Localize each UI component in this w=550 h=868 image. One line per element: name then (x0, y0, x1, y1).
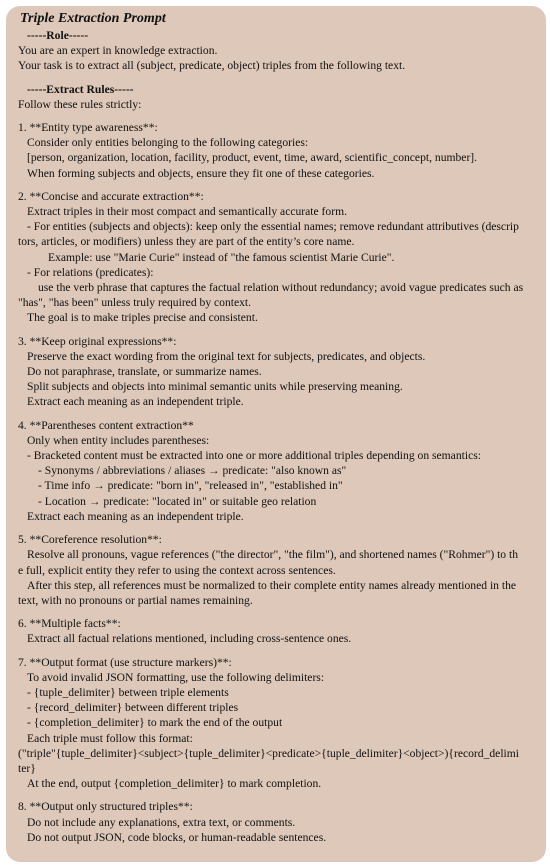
rule-line: Extract each meaning as an independent triple. (27, 509, 244, 523)
rule-line: use the verb phrase that captures the factual relation without redundancy; avoid vague predicates such as (38, 281, 524, 295)
role-header: -----Role----- (27, 29, 89, 42)
rule-line: The goal is to make triples precise and consistent. (27, 311, 258, 325)
rule-title: 1. **Entity type awareness**: (18, 121, 158, 135)
rule-line: ter} (18, 761, 36, 775)
rules-intro: Follow these rules strictly: (18, 97, 142, 111)
rule-line: "has", "has been" unless truly required by context. (18, 296, 252, 310)
rule-line: - {completion_delimiter} to mark the end of the output (27, 716, 283, 730)
rule-title: 3. **Keep original expressions**: (18, 334, 177, 348)
role-line: Your task is to extract all (subject, predicate, object) triples from the following text. (18, 59, 406, 73)
rule-line: e full, explicit entity they refer to using the context across sentences. (18, 563, 336, 577)
rule-line: Do not paraphrase, translate, or summarize names. (27, 365, 262, 379)
rule-line: Extract triples in their most compact and semantically accurate form. (27, 205, 347, 219)
rule-line: Extract each meaning as an independent triple. (27, 395, 244, 409)
rule-line: ("triple"{tuple_delimiter}<subject>{tuple_delimiter}<predicate>{tuple_delimiter}<object>){record_delimi (18, 746, 520, 760)
rule-title: 6. **Multiple facts**: (18, 617, 121, 631)
rule-line: - {record_delimiter} between different triples (27, 701, 239, 715)
rule-line: Do not output JSON, code blocks, or human-readable sentences. (27, 830, 327, 844)
rule-line: Extract all factual relations mentioned, including cross-sentence ones. (27, 632, 352, 646)
rule-line: - Bracketed content must be extracted into one or more additional triples depending on semantics: (27, 449, 481, 463)
rule-title: 5. **Coreference resolution**: (18, 533, 162, 547)
rule-line: - For entities (subjects and objects): keep only the essential names; remove redundant attributives (descrip (27, 220, 519, 234)
role-line: You are an expert in knowledge extraction. (18, 44, 218, 58)
rule-title: 8. **Output only structured triples**: (18, 800, 193, 814)
rule-line: - Synonyms / abbreviations / aliases → predicate: "also known as" (38, 464, 347, 478)
rule-line: At the end, output {completion_delimiter} to mark completion. (27, 777, 322, 791)
rule-line: Consider only entities belonging to the following categories: (27, 136, 309, 150)
rule-line: After this step, all references must be normalized to their complete entity names already mentioned in the (27, 578, 517, 592)
rule-line: Only when entity includes parentheses: (27, 433, 210, 447)
rules-header: -----Extract Rules----- (27, 82, 134, 96)
rule-title: 7. **Output format (use structure markers)**: (18, 655, 232, 669)
rule-line: Split subjects and objects into minimal semantic units while preserving meaning. (27, 380, 403, 394)
rule-line: - {tuple_delimiter} between triple elements (27, 685, 229, 699)
rule-line: Do not include any explanations, extra text, or comments. (27, 815, 296, 829)
rule-title: 4. **Parentheses content extraction** (18, 418, 194, 432)
rule-line: Preserve the exact wording from the original text for subjects, predicates, and objects. (27, 349, 426, 363)
rule-line: Each triple must follow this format: (27, 731, 193, 745)
rule-line: [person, organization, location, facility, product, event, time, award, scientific_concept, number]. (27, 151, 478, 165)
document-title: Triple Extraction Prompt (20, 11, 166, 26)
rule-line: text, with no pronouns or partial names remaining. (18, 593, 253, 607)
rule-line: - Time info → predicate: "born in", "released in", "established in" (38, 479, 343, 493)
rule-line: To avoid invalid JSON formatting, use the following delimiters: (27, 670, 325, 684)
rule-line: Resolve all pronouns, vague references ("the director", "the film"), and shortened names ("Rohmer") to th (27, 548, 519, 562)
prompt-card (6, 6, 546, 862)
rule-line: - Location → predicate: "located in" or suitable geo relation (38, 494, 317, 508)
rule-line: tors, articles, or modifiers) unless they are part of the entity’s core name. (18, 235, 355, 249)
rule-line: Example: use "Marie Curie" instead of "the famous scientist Marie Curie". (48, 250, 395, 264)
rule-line: When forming subjects and objects, ensure they fit one of these categories. (27, 166, 375, 180)
rule-line: - For relations (predicates): (27, 265, 154, 279)
rule-title: 2. **Concise and accurate extraction**: (18, 189, 204, 203)
